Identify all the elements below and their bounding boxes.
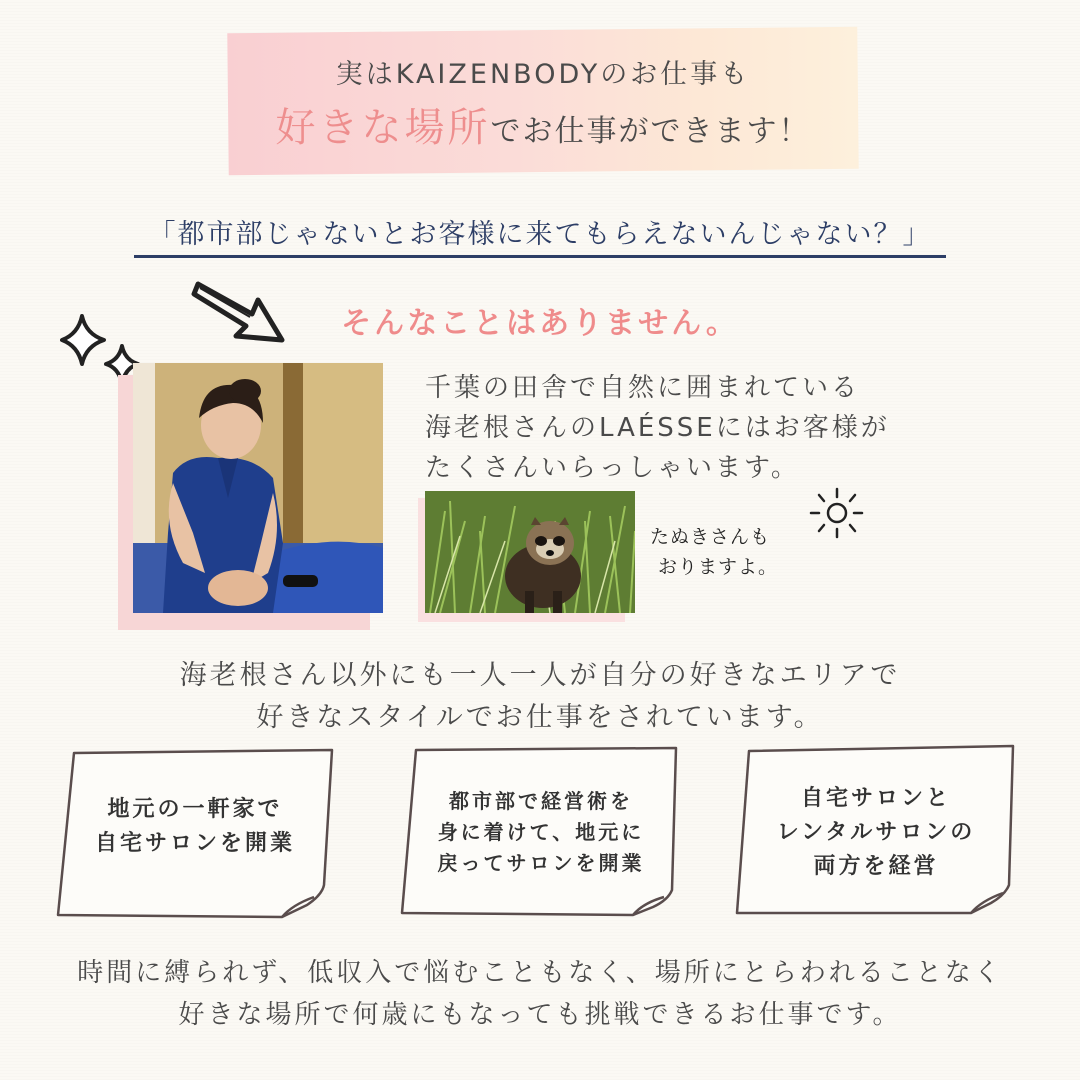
arrow-icon (190, 270, 290, 350)
story-line-3: たくさんいらっしゃいます。 (425, 453, 800, 483)
note-3-line-3: 両方を経営 (813, 854, 939, 879)
tanuki-caption-line-1: たぬきさんも (650, 526, 771, 548)
note-card-3-text (741, 782, 1011, 884)
note-1-line-2: 自宅サロンを開業 (94, 831, 295, 856)
closing-line-2: 好きな場所で何歳にもなっても挑戦できるお仕事です。 (178, 1000, 902, 1030)
banner-line-2 (228, 96, 858, 153)
tanuki-photo (425, 491, 635, 613)
note-1-line-1: 地元の一軒家で (107, 797, 283, 822)
closing-line-1: 時間に縛られず、低収入で悩むこともなく、場所にとらわれることなく (77, 958, 1003, 988)
middle-text (60, 655, 1020, 739)
story-paragraph (425, 368, 1025, 488)
closing-text (30, 952, 1050, 1036)
middle-line-2: 好きなスタイルでお仕事をされています。 (256, 702, 824, 733)
banner-highlight: 好きな場所 (275, 105, 491, 151)
note-card-2-text (406, 786, 676, 879)
middle-line-1: 海老根さん以外にも一人一人が自分の好きなエリアで (179, 660, 901, 691)
banner-line-1: 実はKAIZENBODYのお仕事も (335, 59, 751, 90)
question-text: 「都市部じゃないとお客様に来てもらえないんじゃない？」 (148, 219, 932, 250)
note-card-1-text (60, 793, 330, 861)
banner-line-2-rest: でお仕事ができます！ (490, 114, 811, 149)
answer-text: そんなことはありません。 (341, 306, 739, 341)
tanuki-caption (650, 522, 810, 582)
note-2-line-3: 戻ってサロンを開業 (437, 851, 645, 875)
note-3-line-1: 自宅サロンと (800, 786, 951, 811)
tanuki-caption-line-2: おりますよ。 (658, 556, 779, 578)
note-3-line-2: レンタルサロンの (776, 820, 976, 845)
sun-icon (805, 485, 865, 543)
story-line-1: 千葉の田舎で自然に囲まれている (425, 373, 861, 403)
story-line-2: 海老根さんのLAÉSSEにはお客様が (425, 413, 890, 443)
practitioner-photo (133, 363, 383, 613)
question-underline (134, 255, 946, 258)
note-2-line-2: 身に着けて、地元に (437, 820, 645, 844)
note-2-line-1: 都市部で経営術を (449, 789, 633, 813)
